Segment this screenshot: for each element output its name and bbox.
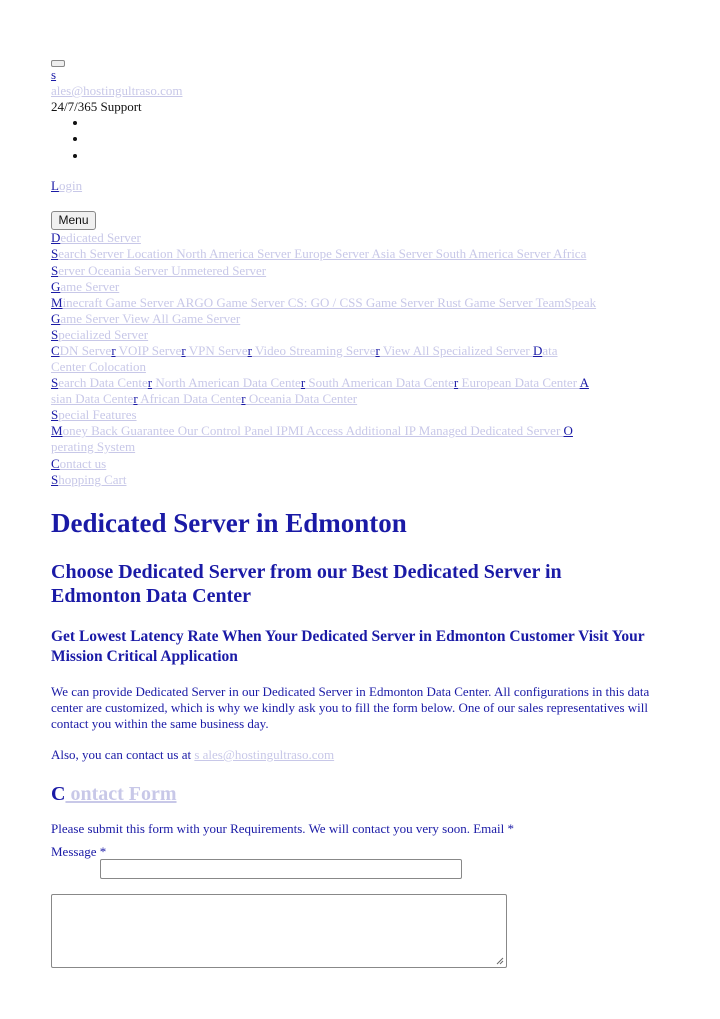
nav-link[interactable]: M: [51, 295, 63, 310]
nav-link[interactable]: G: [51, 311, 61, 326]
nav-line: [51, 295, 691, 311]
nav-link[interactable]: sian Data Cente: [51, 391, 134, 406]
nav-link[interactable]: A: [579, 375, 589, 390]
menu-button[interactable]: Menu: [51, 211, 96, 230]
nav-line: [51, 391, 691, 407]
nav-line: [51, 311, 691, 327]
nav-link[interactable]: D: [51, 230, 61, 245]
nav-link[interactable]: M: [51, 423, 63, 438]
login-link-rest[interactable]: ogin: [58, 178, 83, 193]
nav-link[interactable]: r: [300, 375, 306, 390]
login-link-initial[interactable]: L: [51, 178, 59, 193]
nav-link[interactable]: earch Server Location North America Server Europe Server Asia Server South America Server Africa: [58, 246, 587, 261]
contact-email-link[interactable]: s ales@hostingultraso.com: [194, 747, 335, 762]
social-icon-3[interactable]: [73, 154, 77, 158]
nav-link[interactable]: r: [147, 375, 153, 390]
email-link[interactable]: [51, 83, 182, 99]
nav-line: [51, 423, 691, 439]
nav-link[interactable]: S: [51, 263, 59, 278]
nav-link[interactable]: O: [563, 423, 573, 438]
nav-link[interactable]: hopping Cart: [58, 472, 127, 487]
contact-line: [51, 747, 681, 763]
nav-link[interactable]: African Data Cente: [137, 391, 242, 406]
nav-link[interactable]: South American Data Cente: [305, 375, 454, 390]
nav-link[interactable]: r: [375, 343, 380, 358]
nav-link[interactable]: View All Specialized Server: [379, 343, 533, 358]
form-intro: Please submit this form with your Requirements. We will contact you very soon. Email *: [51, 821, 515, 836]
page-subheading: Get Lowest Latency Rate When Your Dedicated Server in Edmonton Customer Visit Your Mission Critical Application: [51, 628, 645, 665]
message-label: Message *: [51, 844, 107, 859]
nav-line: [51, 359, 691, 375]
page-subtitle: Choose Dedicated Server from our Best Dedicated Server in Edmonton Data Center: [51, 561, 562, 607]
nav-link[interactable]: r: [133, 391, 138, 406]
nav-link[interactable]: r: [453, 375, 459, 390]
nav-link[interactable]: S: [51, 472, 59, 487]
intro-paragraph: We can provide Dedicated Server in our Dedicated Server in Edmonton Data Center. All configurations in this data center are customized, which is why we kindly ask you to fill the form below. One of our sales representatives will contact you within the same business day.: [51, 684, 650, 731]
nav-line: [51, 375, 691, 391]
nav-line: [51, 407, 691, 423]
nav-line: [51, 327, 691, 343]
nav-link[interactable]: European Data Center: [458, 375, 580, 390]
support-text: 24/7/365 Support: [51, 99, 142, 114]
nav-link[interactable]: S: [51, 407, 59, 422]
nav-line: [51, 472, 691, 488]
contact-form-heading: [51, 781, 177, 807]
nav-link[interactable]: r: [181, 343, 186, 358]
nav-link[interactable]: D: [532, 343, 543, 358]
nav-link[interactable]: oney Back Guarantee Our Control Panel IPMI Access Additional IP Managed Dedicated Server: [62, 423, 564, 438]
nav-link[interactable]: Oceania Data Center: [245, 391, 358, 406]
nav-line: [51, 230, 691, 246]
login-link[interactable]: [51, 178, 82, 194]
nav-line: [51, 439, 691, 455]
message-textarea[interactable]: [51, 894, 507, 968]
nav-line: [51, 343, 691, 359]
nav-line: [51, 263, 691, 279]
social-icon-2[interactable]: [73, 137, 77, 141]
email-link-rest[interactable]: ales@hostingultraso.com: [51, 83, 183, 98]
contact-form-heading-initial: C: [51, 783, 66, 805]
nav-line: [51, 279, 691, 295]
email-field[interactable]: [100, 859, 462, 879]
nav-link[interactable]: r: [111, 343, 116, 358]
contact-prefix: Also, you can contact us at: [51, 747, 195, 762]
social-icon-1[interactable]: [73, 121, 77, 125]
nav-link[interactable]: G: [51, 279, 61, 294]
nav-link[interactable]: C: [51, 456, 60, 471]
nav-link[interactable]: ame Server View All Game Server: [60, 311, 241, 326]
nav-link[interactable]: r: [241, 391, 246, 406]
nav-link[interactable]: r: [247, 343, 252, 358]
nav-link[interactable]: pecial Features: [58, 407, 137, 422]
contact-form-heading-link[interactable]: ontact Form: [65, 783, 177, 805]
email-link-initial[interactable]: s: [51, 67, 57, 82]
page-title: Dedicated Server in Edmonton: [51, 508, 407, 538]
nav-link[interactable]: ata: [542, 343, 558, 358]
email-link-first[interactable]: [51, 67, 56, 83]
nav-link[interactable]: erver Oceania Server Unmetered Server: [58, 263, 267, 278]
nav-line: [51, 246, 691, 262]
nav-link[interactable]: S: [51, 246, 59, 261]
nav-link[interactable]: VPN Serve: [185, 343, 248, 358]
nav-link[interactable]: DN Serve: [59, 343, 112, 358]
nav-line: [51, 456, 691, 472]
nav-link[interactable]: S: [51, 375, 59, 390]
nav-link[interactable]: pecialized Server: [58, 327, 149, 342]
nav-link[interactable]: Video Streaming Serve: [251, 343, 376, 358]
nav-link[interactable]: perating System: [51, 439, 136, 454]
nav-link[interactable]: edicated Server: [60, 230, 141, 245]
nav-link[interactable]: earch Data Cente: [58, 375, 148, 390]
nav-link[interactable]: North American Data Cente: [152, 375, 301, 390]
nav-link[interactable]: S: [51, 327, 59, 342]
nav-link[interactable]: ontact us: [59, 456, 107, 471]
nav-link[interactable]: C: [51, 343, 60, 358]
nav-link[interactable]: inecraft Game Server ARGO Game Server CS: GO / CSS Game Server Rust Game Server TeamSpeak: [62, 295, 597, 310]
nav-link[interactable]: ame Server: [60, 279, 120, 294]
nav-toggle-button[interactable]: [51, 60, 65, 67]
nav-link[interactable]: Center Colocation: [51, 359, 146, 374]
resize-handle-icon[interactable]: [496, 957, 504, 965]
nav-link[interactable]: VOIP Serve: [115, 343, 182, 358]
